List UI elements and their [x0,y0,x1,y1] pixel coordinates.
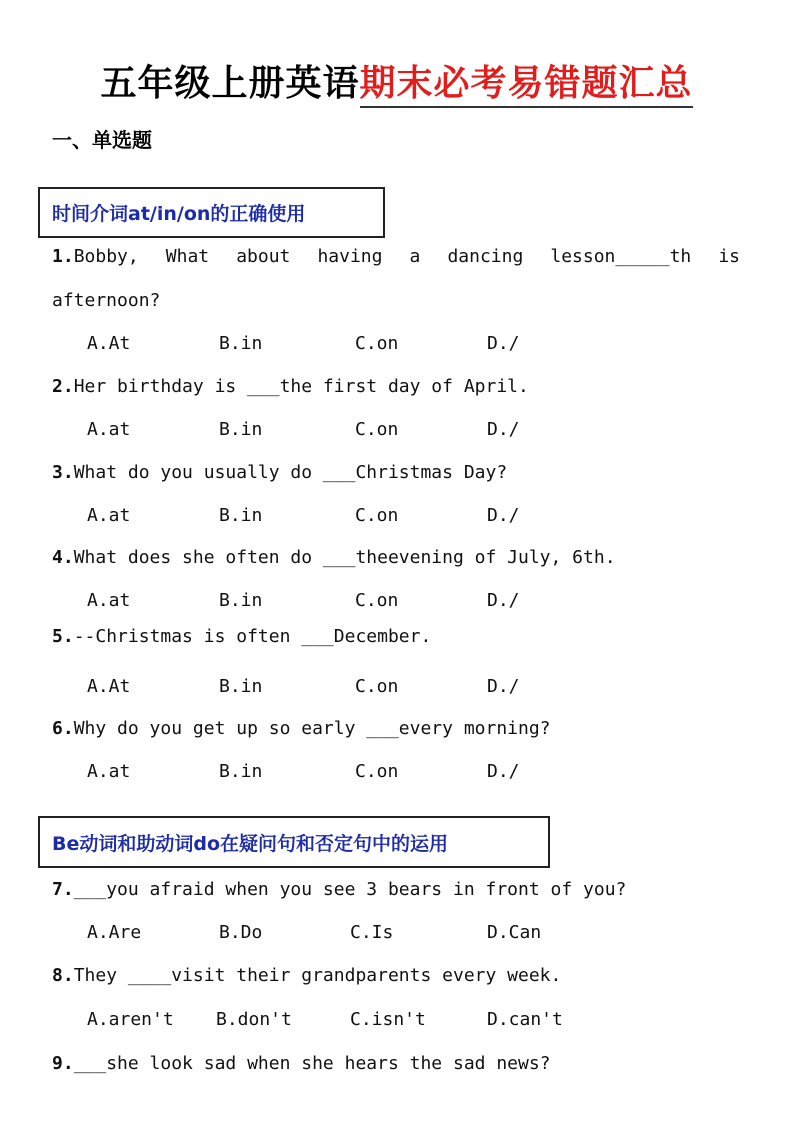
option-a: A.at [87,590,131,611]
question-5 [52,625,431,649]
option-a: A.at [87,505,131,526]
question-number: 8. [52,965,74,986]
topic-label: Be动词和助动词do在疑问句和否定句中的运用 [52,832,449,855]
page-title [0,60,793,108]
option-c: C.on [355,333,399,354]
question-number: 6. [52,718,74,739]
option-c: C.isn't [350,1009,426,1030]
question-3 [52,461,507,485]
option-c: C.on [355,505,399,526]
option-d: D./ [487,505,520,526]
option-c: C.on [355,761,399,782]
question-text: Her birthday is ___the first day of April. [73,376,529,397]
question-number: 1. [52,246,74,267]
question-text: What does she often do ___theevening of July, 6th. [73,547,616,568]
option-d: D./ [487,333,520,354]
question-number: 2. [52,376,74,397]
question-number: 5. [52,626,74,647]
option-b: B.in [219,505,263,526]
question-4 [52,546,616,570]
option-c: C.on [355,676,399,697]
option-d: D./ [487,590,520,611]
option-a: A.At [87,333,131,354]
question-8 [52,964,561,988]
option-a: A.at [87,761,131,782]
title-part-black: 五年级上册英语 [100,63,360,104]
question-number: 7. [52,879,74,900]
question-number: 9. [52,1053,74,1074]
question-9 [52,1052,551,1076]
option-a: A.at [87,419,131,440]
topic-box-prepositions [38,187,385,238]
question-2 [52,375,529,399]
question-text: ___she look sad when she hears the sad news? [73,1053,551,1074]
option-b: B.in [219,761,263,782]
question-text: Bobby, What about having a dancing lesson_____th is [73,246,740,267]
question-number: 4. [52,547,74,568]
option-b: B.in [219,676,263,697]
option-c: C.Is [350,922,394,943]
option-a: A.Are [87,922,142,943]
question-text: --Christmas is often ___December. [73,626,432,647]
question-7 [52,878,626,902]
question-6 [52,717,551,741]
option-b: B.in [219,333,263,354]
section-heading: 一、单选题 [52,128,152,152]
question-text: What do you usually do ___Christmas Day? [73,462,508,483]
option-a: A.aren't [87,1009,174,1030]
option-c: C.on [355,419,399,440]
option-d: D./ [487,419,520,440]
option-a: A.At [87,676,131,697]
question-1 [52,245,740,269]
question-1-continuation: afternoon? [52,290,161,311]
question-text: Why do you get up so early ___every morning? [73,718,551,739]
topic-label: 时间介词at/in/on的正确使用 [52,203,306,225]
question-text: They ____visit their grandparents every week. [73,965,562,986]
question-text: ___you afraid when you see 3 bears in front of you? [73,879,627,900]
option-b: B.Do [219,922,263,943]
option-b: B.in [219,590,263,611]
option-d: D.Can [487,922,542,943]
option-b: B.in [219,419,263,440]
topic-box-be-verbs [38,816,550,868]
option-d: D./ [487,761,520,782]
option-d: D.can't [487,1009,563,1030]
title-part-red: 期末必考易错题汇总 [360,63,693,108]
option-d: D./ [487,676,520,697]
question-number: 3. [52,462,74,483]
option-b: B.don't [216,1009,292,1030]
option-c: C.on [355,590,399,611]
